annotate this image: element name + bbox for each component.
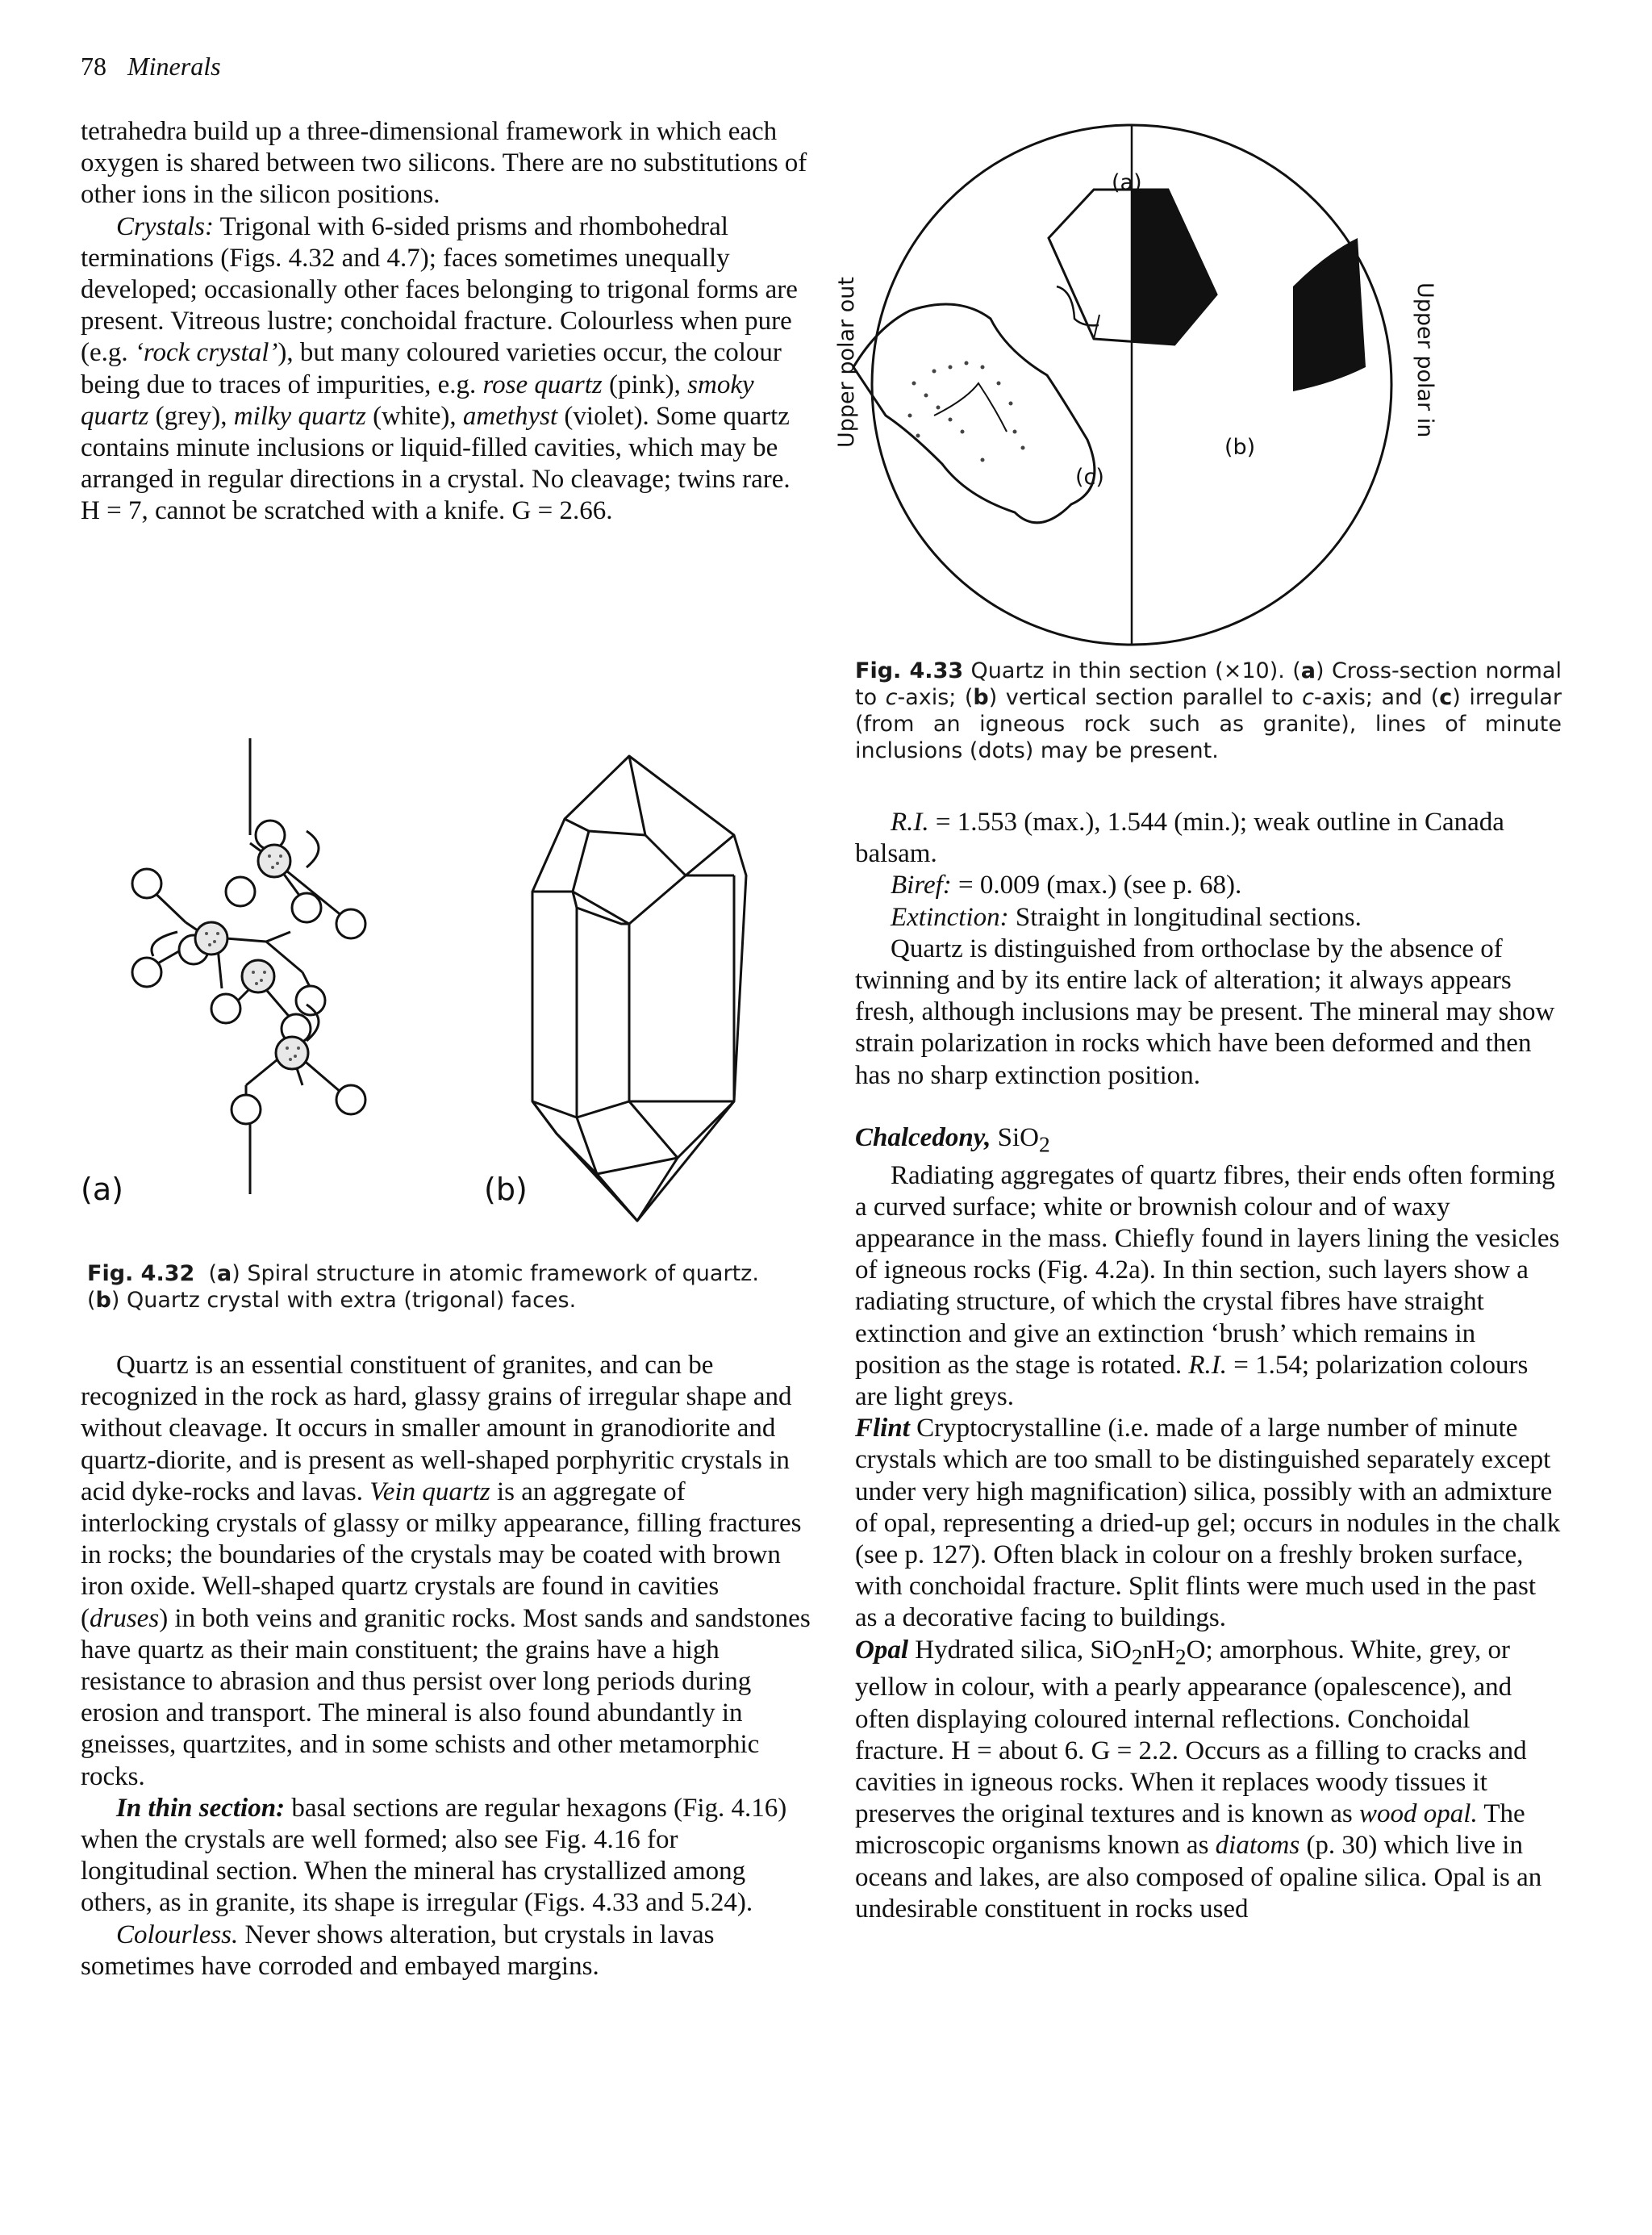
fig-4-33-label-b: (b) bbox=[1224, 435, 1256, 460]
section-title: Minerals bbox=[127, 52, 221, 81]
upper-polar-out-label: Upper polar out bbox=[834, 277, 859, 448]
crystals-label: Crystals: bbox=[116, 211, 215, 241]
para-distinguished: Quartz is distinguished from orthoclase by the absence of twinning and by its entire lack of alteration; it always appears fresh, although inclusions may be present. The mineral may show strain polarization in rocks which have been deformed and then has no sharp extinction position. bbox=[855, 934, 1555, 1090]
fig-4-32-label-b: (b) bbox=[484, 1172, 528, 1207]
page-number: 78 bbox=[81, 52, 106, 81]
para-colourless: Colourless. Never shows alteration, but crystals in lavas sometimes have corroded and embayed margins. bbox=[81, 1920, 715, 1981]
para-biref: Biref: = 0.009 (max.) (see p. 68). bbox=[891, 871, 1242, 900]
right-column-text bbox=[855, 807, 1562, 1925]
para-chalcedony: Radiating aggregates of quartz fibres, their ends often forming a curved surface; white or brownish colour and of waxy appearance in the mass. Chiefly found in layers lining the vesicles of igneous rocks (Fig. 4.2a). In thin section, such layers show a radiating structure, of which the crystal fibres have straight extinction and give an extinction ‘brush’ which remains in position as the stage is rotated. R.I. = 1.54; polarization colours are light greys. bbox=[855, 1160, 1560, 1412]
left-top-text bbox=[81, 116, 811, 528]
para-framework: tetrahedra build up a three-dimensional framework in which each oxygen is shared between two silicons. There are no substitutions of other ions in the silicon positions. bbox=[81, 117, 807, 210]
fig-4-32-number: Fig. 4.32 bbox=[87, 1261, 195, 1286]
fig-4-33-label-c: (c) bbox=[1075, 465, 1104, 490]
fig-4-32b-quartz-crystal bbox=[516, 754, 782, 1222]
running-header bbox=[81, 50, 221, 82]
fig-4-33-thin-section bbox=[834, 125, 1437, 650]
para-ri: R.I. = 1.553 (max.), 1.544 (min.); weak outline in Canada balsam. bbox=[855, 808, 1504, 869]
para-thin-section: In thin section: basal sections are regular hexagons (Fig. 4.16) when the crystals are well formed; also see Fig. 4.16 for longitudinal section. When the mineral has crystallized among others, as in granite, its shape is irregular (Figs. 4.33 and 5.24). bbox=[81, 1793, 787, 1918]
para-flint: Flint Cryptocrystalline (i.e. made of a large number of minute crystals which are too small to be distinguished separately except under very high magnification) silica, possibly with an admixture of opal, representing a dried-up gel; occurs in nodules in the chalk (see p. 127). Often black in colour on a freshly broken surface, with conchoidal fracture. Split flints were much used in the past as a decorative facing to buildings. bbox=[855, 1414, 1561, 1633]
fig-4-32a-spiral-structure bbox=[105, 730, 379, 1198]
fig-4-33-caption: Fig. 4.33 Quartz in thin section (×10). (a) Cross-section normal to c-axis; (b) vertical section parallel to c-axis; and (c) irregular (from an igneous rock such as granite), lines of minute inclusions (dots) may be present. bbox=[855, 658, 1562, 763]
left-bottom-text bbox=[81, 1350, 811, 1982]
fig-4-33-number: Fig. 4.33 bbox=[855, 658, 964, 683]
fig-4-33-label-a: (a) bbox=[1112, 170, 1142, 195]
upper-polar-in-label: Upper polar in bbox=[1412, 282, 1437, 438]
chalcedony-heading: Chalcedony, SiO$_2$ bbox=[855, 1122, 1050, 1157]
para-opal: Opal Hydrated silica, $SiO_2nH_2O$; amorphous. White, grey, or yellow in colour, with a pearly appearance (opalescence), and often displaying coloured internal reflections. Conchoidal fracture. H = about 6. G = 2.2. Occurs as a filling to cracks and cavities in igneous rocks. When it replaces woody tissues it preserves the original textures and is known as wood opal. The microscopic organisms known as diatoms (p. 30) which live in oceans and lakes, are also composed of opaline silica. Opal is an undesirable constituent in rocks used bbox=[855, 1635, 1542, 1924]
para-crystals: Crystals: Trigonal with 6-sided prisms and rhombohedral terminations (Figs. 4.32 and 4.7); faces sometimes unequally developed; occasionally other faces belonging to trigonal forms are present. Vitreous lustre; conchoidal fracture. Colourless when pure (e.g. ‘rock crystal’), but many coloured varieties occur, the colour being due to traces of impurities, e.g. rose quartz (pink), smoky quartz (grey), milky quartz (white), amethyst (violet). Some quartz contains minute inclusions or liquid-filled cavities, which may be arranged in regular directions in a crystal. No cleavage; twins rare. H = 7, cannot be scratched with a knife. G = 2.66. bbox=[81, 211, 798, 526]
fig-4-32-label-a: (a) bbox=[81, 1172, 123, 1207]
fig-4-32-caption: Fig. 4.32 (a) Spiral structure in atomic framework of quartz. (b) Quartz crystal with extra (trigonal) faces. bbox=[87, 1261, 759, 1313]
para-extinction: Extinction: Straight in longitudinal sections. bbox=[891, 902, 1362, 932]
thin-section-label: In thin section: bbox=[116, 1793, 286, 1823]
para-occurrence: Quartz is an essential constituent of granites, and can be recognized in the rock as hard, glassy grains of irregular shape and without cleavage. It occurs in smaller amount in granodiorite and quartz-diorite, and is present as well-shaped porphyritic crystals in acid dyke-rocks and lavas. Vein quartz is an aggregate of interlocking crystals of glassy or milky appearance, filling fractures in rocks; the boundaries of the crystals may be coated with brown iron oxide. Well-shaped quartz crystals are found in cavities (druses) in both veins and granitic rocks. Most sands and sandstones have quartz as their main constituent; the grains have a high resistance to abrasion and thus persist over long periods during erosion and transport. The mineral is also found abundantly in gneisses, quartzites, and in some schists and other metamorphic rocks. bbox=[81, 1351, 811, 1791]
